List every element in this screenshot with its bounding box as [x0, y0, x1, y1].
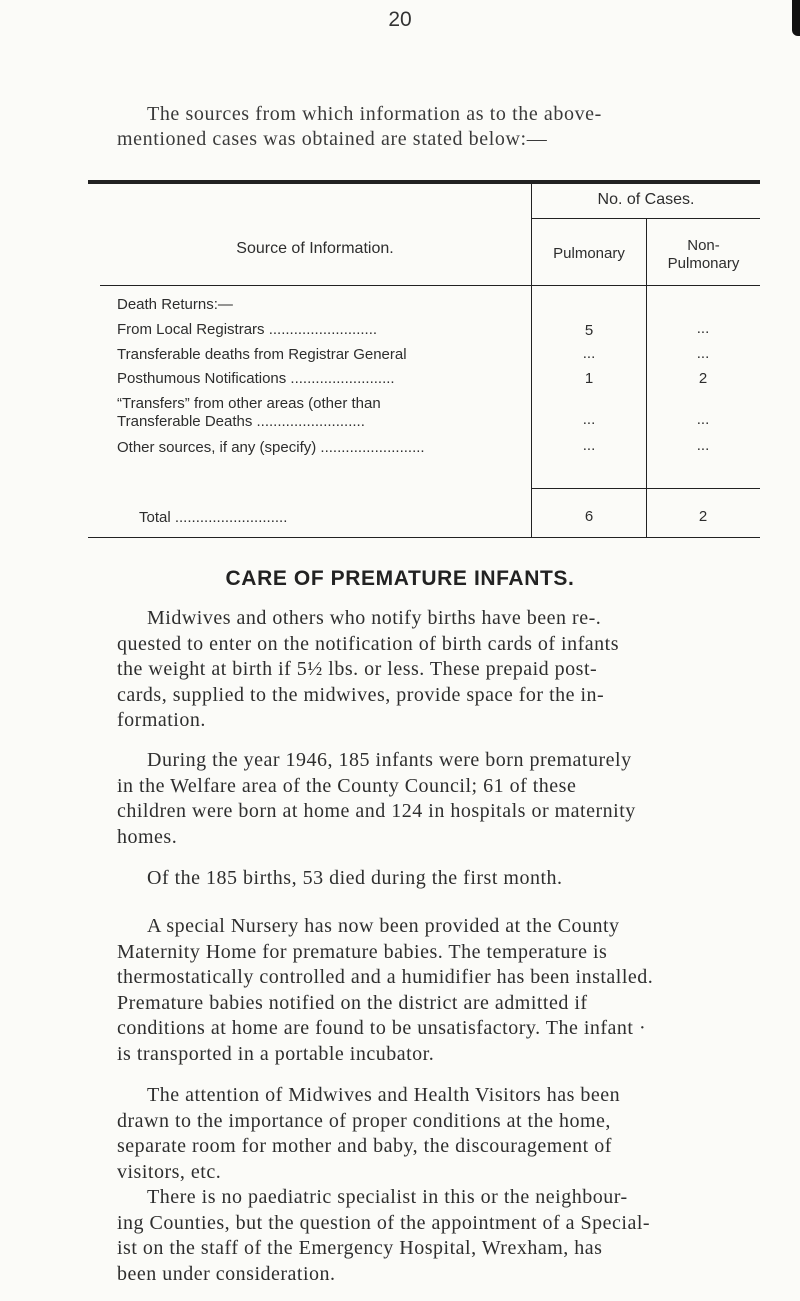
- paragraph-line: homes.: [117, 825, 178, 848]
- header-non-pulmonary-line: Non-: [687, 237, 720, 254]
- row-non-pulmonary: ...: [696, 437, 710, 454]
- row-pulmonary: ...: [582, 345, 596, 362]
- row-non-pulmonary: ...: [696, 345, 710, 362]
- header-source: Source of Information.: [236, 240, 394, 257]
- paragraph-line: ing Counties, but the question of the appointment of a Special-: [117, 1211, 651, 1234]
- paragraph-line: drawn to the importance of proper conditions at the home,: [117, 1109, 611, 1132]
- row-pulmonary: ...: [582, 411, 596, 428]
- paragraph-line: formation.: [117, 709, 206, 731]
- section-label: Death Returns:—: [117, 296, 233, 313]
- table-total-rule: [532, 488, 760, 489]
- paragraph-line: in the Welfare area of the County Council; 61 of these: [117, 774, 577, 797]
- paragraph-line: Midwives and others who notify births have been re-.: [147, 607, 602, 629]
- total-non-pulmonary: 2: [698, 508, 708, 525]
- paragraph-line: The attention of Midwives and Health Visitors has been: [147, 1084, 621, 1106]
- paragraph-line: been under consideration.: [117, 1262, 336, 1285]
- paragraph: [117, 748, 749, 850]
- page-number: 20: [388, 8, 412, 31]
- row-label-line: “Transfers” from other areas (other than: [117, 395, 381, 412]
- paragraph: [117, 1083, 749, 1185]
- header-cases: No. of Cases.: [597, 191, 695, 208]
- paragraph: [117, 1185, 749, 1287]
- table-bottom-rule: [88, 537, 760, 538]
- intro-line: mentioned cases was obtained are stated below:—: [117, 128, 548, 150]
- row-pulmonary: ...: [582, 437, 596, 454]
- intro-line: The sources from which information as to the above-: [147, 103, 602, 125]
- paragraph-line: There is no paediatric specialist in this or the neighbour-: [147, 1186, 628, 1208]
- header-pulmonary: Pulmonary: [553, 245, 625, 262]
- table-header-rule: [100, 285, 760, 286]
- table-vertical-rule: [531, 184, 532, 538]
- sources-table: [0, 0, 800, 560]
- paragraph-line: conditions at home are found to be unsatisfactory. The infant ·: [117, 1017, 647, 1039]
- table-top-rule: [88, 180, 760, 184]
- paragraph: [117, 606, 749, 734]
- row-label: Transferable deaths from Registrar General: [117, 346, 407, 363]
- total-pulmonary: 6: [584, 508, 594, 525]
- paragraph-line: visitors, etc.: [117, 1160, 222, 1183]
- section-heading: CARE OF PREMATURE INFANTS.: [225, 567, 575, 590]
- paragraph-line: children were born at home and 124 in hospitals or maternity: [117, 800, 636, 822]
- paragraph-line: Of the 185 births, 53 died during the first month.: [147, 867, 563, 889]
- table-rule: [532, 218, 760, 219]
- row-non-pulmonary: 2: [698, 370, 708, 387]
- row-pulmonary: 1: [584, 370, 594, 387]
- paragraph-line: A special Nursery has now been provided at the County: [147, 915, 620, 937]
- paragraph-line: ist on the staff of the Emergency Hospital, Wrexham, has: [117, 1237, 603, 1259]
- row-non-pulmonary: ...: [696, 411, 710, 428]
- paragraph-line: Maternity Home for premature babies. The temperature is: [117, 940, 608, 963]
- paragraph-line: separate room for mother and baby, the discouragement of: [117, 1135, 612, 1157]
- paragraph-line: the weight at birth if 5½ lbs. or less. These prepaid post-: [117, 658, 598, 680]
- row-non-pulmonary: ...: [696, 320, 710, 337]
- paragraph: [117, 914, 749, 1067]
- header-non-pulmonary: [647, 237, 760, 273]
- row-pulmonary: 5: [584, 322, 594, 339]
- paragraph-line: During the year 1946, 185 infants were born prematurely: [147, 749, 632, 771]
- total-label: Total ...........................: [139, 509, 288, 526]
- row-label: From Local Registrars ..........................: [117, 321, 378, 338]
- paragraph-line: cards, supplied to the midwives, provide space for the in-: [117, 683, 605, 706]
- paragraph-line: quested to enter on the notification of birth cards of infants: [117, 632, 619, 655]
- paragraph-line: thermostatically controlled and a humidifier has been installed.: [117, 966, 654, 988]
- header-non-pulmonary-line: Pulmonary: [667, 255, 740, 272]
- row-label-line: Transferable Deaths ..........................: [117, 413, 365, 430]
- row-label: Other sources, if any (specify) .........................: [117, 439, 425, 456]
- paragraph-line: is transported in a portable incubator.: [117, 1042, 435, 1065]
- row-label: Posthumous Notifications .........................: [117, 370, 395, 387]
- paragraph: [117, 866, 749, 892]
- paragraph-line: Premature babies notified on the district are admitted if: [117, 991, 588, 1014]
- row-label: [117, 395, 528, 431]
